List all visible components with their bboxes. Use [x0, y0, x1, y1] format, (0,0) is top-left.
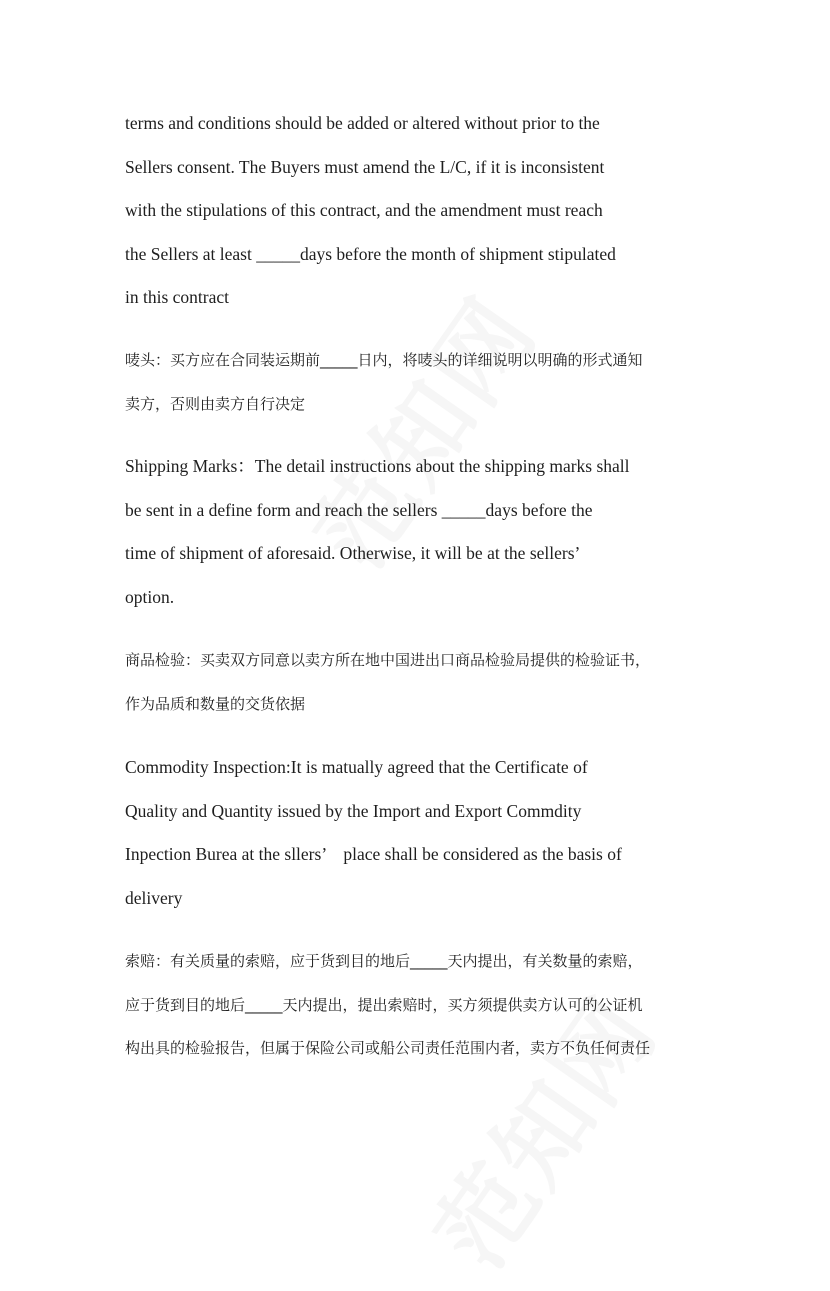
- text-line: Commodity Inspection:It is matually agreed that the Certificate of: [125, 757, 588, 777]
- text-line: terms and conditions should be added or altered without prior to the: [125, 113, 600, 133]
- text-line: 卖方，否则由卖方自行决定: [125, 394, 306, 413]
- text-line: delivery: [125, 887, 183, 908]
- text-line: Quality and Quantity issued by the Import and Export Commdity: [125, 800, 582, 821]
- text-line: 索赔：有关质量的索赔，应于货到目的地后_____天内提出，有关数量的索赔，: [125, 952, 643, 970]
- text-line: time of shipment of aforesaid. Otherwise, it will be at the sellers’: [125, 543, 581, 563]
- text-line: with the stipulations of this contract, and the amendment must reach: [125, 200, 603, 220]
- text-line: 商品检验：买卖双方同意以卖方所在地中国进出口商品检验局提供的检验证书，: [125, 651, 651, 669]
- text-line: be sent in a define form and reach the sellers _____days before the: [125, 499, 593, 520]
- text-line: Inpection Burea at the sllers’ place shall be considered as the basis of: [125, 844, 622, 864]
- text-line: 应于货到目的地后_____天内提出，提出索赔时，买方须提供卖方认可的公证机: [125, 995, 643, 1014]
- text-line: the Sellers at least _____days before the month of shipment stipulated: [125, 243, 616, 264]
- text-line: Sellers consent. The Buyers must amend the L/C, if it is inconsistent: [125, 156, 605, 177]
- text-line: Shipping Marks：The detail instructions about the shipping marks shall: [125, 456, 630, 476]
- paragraph-claims-zh: [125, 940, 725, 1071]
- paragraph-lc-amendment: [125, 102, 725, 320]
- paragraph-shipping-marks-zh: [125, 339, 725, 426]
- paragraph-inspection-en: [125, 746, 725, 920]
- text-line: 唛头：买方应在合同装运期前_____日内，将唛头的详细说明以明确的形式通知: [125, 351, 643, 369]
- paragraph-inspection-zh: [125, 639, 725, 726]
- paragraph-shipping-marks-en: [125, 445, 725, 619]
- text-line: 作为品质和数量的交货依据: [125, 694, 306, 713]
- text-line: in this contract: [125, 287, 230, 307]
- text-line: 构出具的检验报告，但属于保险公司或船公司责任范围内者，卖方不负任何责任: [125, 1039, 651, 1057]
- text-line: option.: [125, 586, 175, 607]
